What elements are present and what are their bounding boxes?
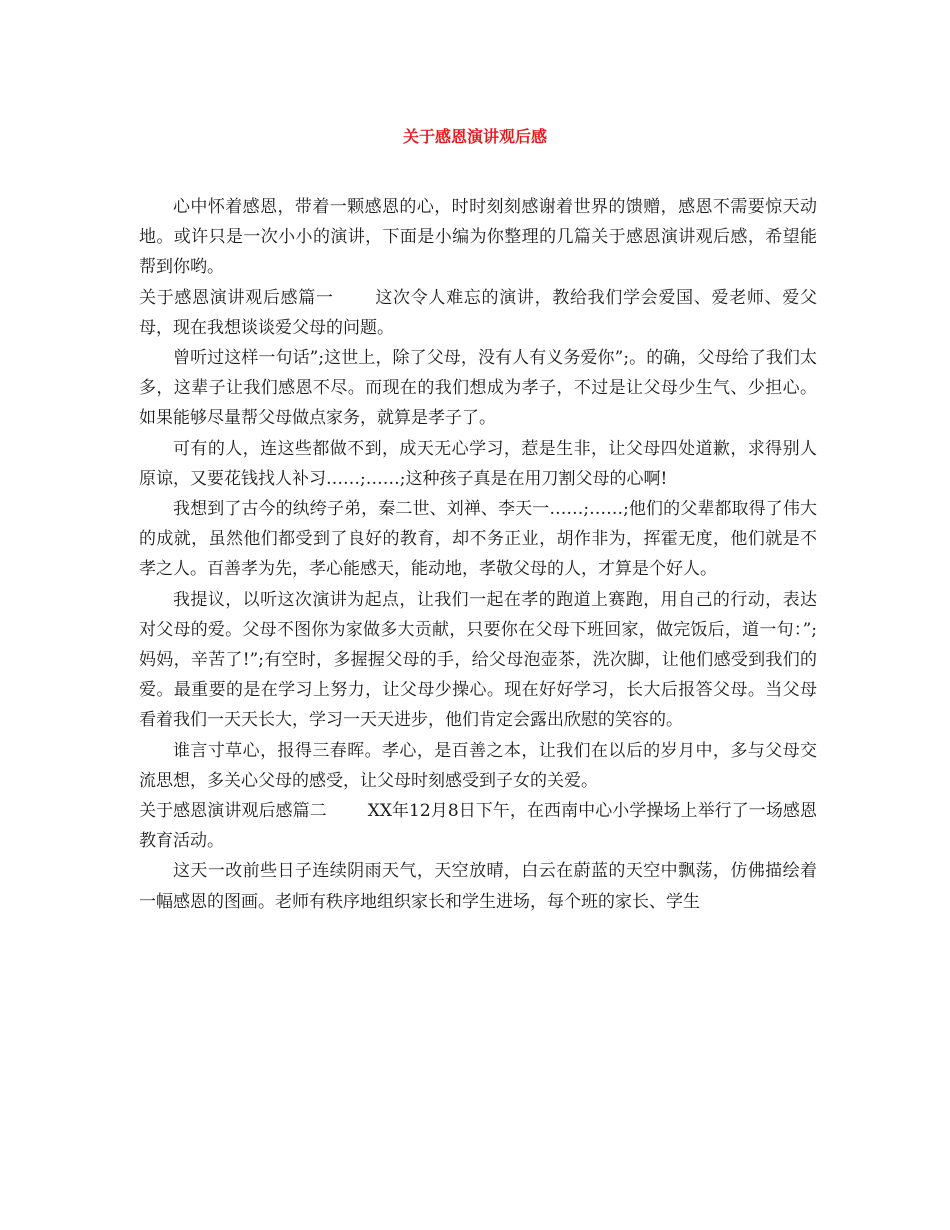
section-one-label: 关于感恩演讲观后感篇一 [139, 287, 334, 308]
paragraph-saying: 曾听过这样一句话”;这世上，除了父母，没有人有义务爱你”;。的确，父母给了我们太多，这辈子让我们感恩不尽。而现在的我们想成为孝子，不过是让父母少生气、少担心。如果能够尽量帮父母做点家务，就算是孝子了。 [139, 348, 817, 429]
paragraph-filial-piety: 谁言寸草心，报得三春晖。孝心，是百善之本，让我们在以后的岁月中，多与父母交流思想，多关心父母的感受，让父母时刻感受到子女的关爱。 [139, 740, 817, 791]
document-title: 关于感恩演讲观后感 [402, 127, 547, 146]
paragraph-weather: 这天一改前些日子连续阴雨天气，天空放晴，白云在蔚蓝的天空中飘荡，仿佛描绘着一幅感恩的图画。老师有秩序地组织家长和学生进场，每个班的家长、学生 [139, 861, 817, 912]
paragraph-section-two [139, 796, 817, 856]
section-two-text: XX年12月8日下午，在西南中心小学操场上举行了一场感恩教育活动。 [139, 801, 817, 852]
document-body [139, 192, 817, 917]
paragraph-section-one [139, 283, 817, 343]
paragraph-some-people: 可有的人，连这些都做不到，成天无心学习，惹是生非，让父母四处道歉，求得别人原谅，又要花钱找人补习……;……;这种孩子真是在用刀割父母的心啊! [139, 438, 817, 489]
paragraph-intro: 心中怀着感恩，带着一颗感恩的心，时时刻刻感谢着世界的馈赠，感恩不需要惊天动地。或许只是一次小小的演讲，下面是小编为你整理的几篇关于感恩演讲观后感，希望能帮到你哟。 [139, 197, 817, 278]
paragraph-proposal: 我提议，以听这次演讲为起点，让我们一起在孝的跑道上赛跑，用自己的行动，表达对父母的爱。父母不图你为家做多大贡献，只要你在父母下班回家，做完饭后，道一句：”;妈妈，辛苦了!”;有空时，多握握父母的手，给父母泡壶茶，洗次脚，让他们感受到我们的爱。最重要的是在学习上努力，让父母少操心。现在好好学习，长大后报答父母。当父母看着我们一天天长大，学习一天天进步，他们肯定会露出欣慰的笑容的。 [139, 589, 817, 731]
section-one-text: 这次令人难忘的演讲，教给我们学会爱国、爱老师、爱父母，现在我想谈谈爱父母的问题。 [139, 287, 818, 338]
paragraph-spoiled-children: 我想到了古今的纨绔子弟，秦二世、刘禅、李天一……;……;他们的父辈都取得了伟大的成就，虽然他们都受到了良好的教育，却不务正业，胡作非为，挥霍无度，他们就是不孝之人。百善孝为先，孝心能感天，能动地，孝敬父母的人，才算是个好人。 [139, 499, 817, 580]
section-two-label: 关于感恩演讲观后感篇二 [139, 801, 327, 822]
